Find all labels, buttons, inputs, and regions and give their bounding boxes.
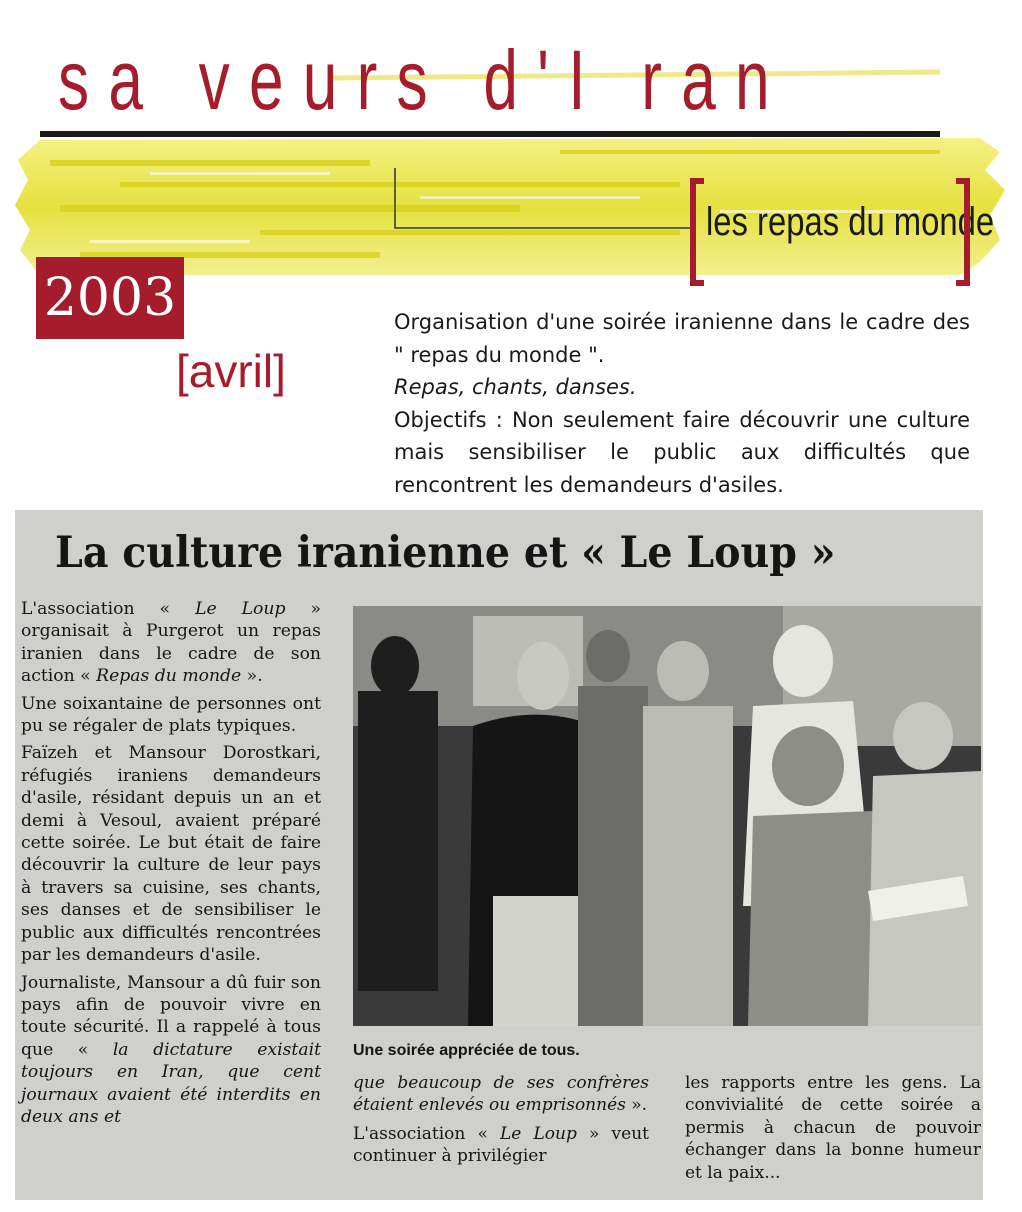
right-bracket xyxy=(956,178,970,286)
photo-caption: Une soirée appréciée de tous. xyxy=(353,1042,580,1059)
site-title: sa veurs d'I ran xyxy=(58,33,789,127)
article-paragraph: Journaliste, Mansour a dû fuir son pays afin de pouvoir vivre en toute sécurité. Il a rappelé à tous que « la dictature existait toujours en Iran, que cent journaux avaient été interdits en deux ans et xyxy=(21,972,321,1127)
subtitle: les repas du monde xyxy=(706,200,995,244)
left-bracket xyxy=(690,178,704,286)
article-headline: La culture iranienne et « Le Loup » xyxy=(55,528,836,578)
article-photo xyxy=(353,606,981,1026)
header-banner xyxy=(0,0,1022,300)
article-column-3: les rapports entre les gens. La convivialité de cette soirée a permis à chacun de pouvoir échanger dans la bonne humeur et la paix... xyxy=(685,1073,981,1183)
article-paragraph: Faïzeh et Mansour Dorostkari, réfugiés iraniens demandeurs d'asile, résidant depuis un an et demi à Vesoul, avaient préparé cette soirée. Le but était de faire découvrir la culture de leur pays à travers sa cuisine, ses chants, ses danses et de sensibiliser le public aux difficultés rencontrées par les demandeurs d'asile. xyxy=(21,743,321,966)
article-paragraph: L'association « Le Loup » organisait à Purgerot un repas iranien dans le cadre de son action « Repas du monde ». xyxy=(21,599,321,687)
year-badge: 2003 xyxy=(36,257,184,339)
intro-line-2: Repas, chants, danses. xyxy=(394,375,637,399)
article-column-2 xyxy=(353,1072,649,1174)
article-paragraph: L'association « Le Loup » veut continuer à privilégier xyxy=(353,1123,650,1167)
intro-line-1: Organisation d'une soirée iranienne dans le cadre des " repas du monde ". xyxy=(394,310,970,367)
article-paragraph: Une soixantaine de personnes ont pu se régaler de plats typiques. xyxy=(21,693,321,737)
group-photo-illustration xyxy=(353,606,981,1026)
subtitle-box xyxy=(690,178,995,286)
newspaper-clipping xyxy=(15,510,983,1200)
intro-text xyxy=(394,306,970,501)
intro-line-3: Objectifs : Non seulement faire découvrir une culture mais sensibiliser le public aux difficultés que rencontrent les demandeurs d'asiles. xyxy=(394,407,970,497)
article-paragraph: que beaucoup de ses confrères étaient enlevés ou emprisonnés ». xyxy=(353,1073,649,1116)
article-column-1 xyxy=(21,598,321,1133)
month-label: [avril] xyxy=(176,345,286,397)
